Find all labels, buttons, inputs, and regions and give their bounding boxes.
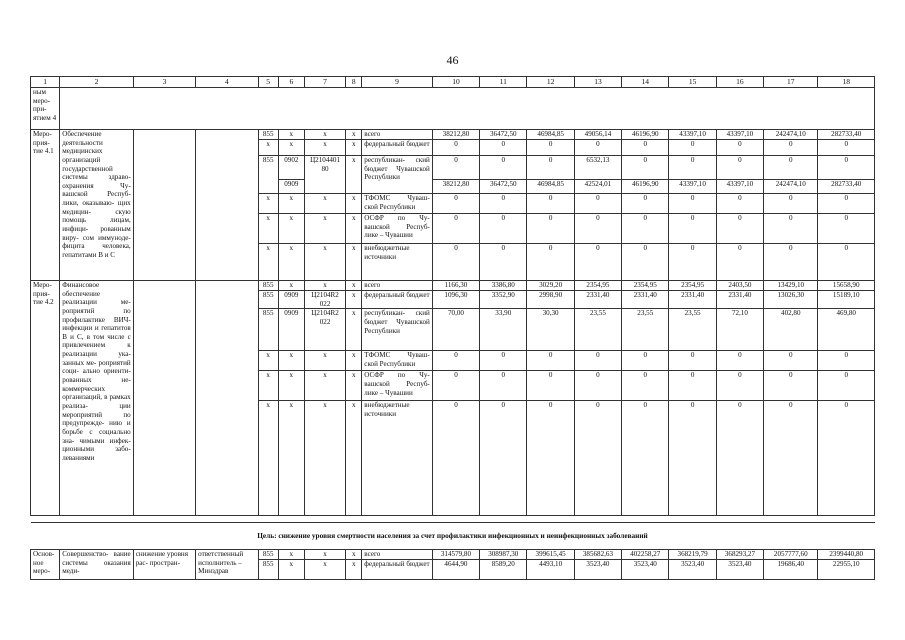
event-desc-cell: Совершенство- вание системы оказания меди-	[60, 550, 134, 580]
expense-type-cell: x	[346, 140, 362, 156]
amount-cell: 0	[716, 156, 763, 180]
amount-cell: 0	[669, 371, 716, 401]
target-article-cell: x	[304, 130, 345, 140]
section-code-cell: x	[278, 194, 304, 214]
amount-cell: 0	[480, 371, 527, 401]
expense-type-cell: x	[346, 281, 362, 291]
column-number-cell: 11	[480, 77, 527, 88]
amount-cell: 43397,10	[669, 130, 716, 140]
amount-cell: 0	[527, 140, 574, 156]
funding-source-cell: ТФОМС Чуваш- ской Республики	[362, 194, 433, 214]
amount-cell: 2057777,60	[764, 550, 818, 560]
amount-cell: 0	[432, 156, 479, 180]
column-number-cell: 18	[818, 77, 875, 88]
amount-cell: 0	[818, 156, 875, 180]
amount-cell: 368293,27	[716, 550, 763, 560]
target-article-cell: x	[304, 550, 345, 560]
amount-cell: 46196,90	[622, 180, 669, 194]
amount-cell: 399615,45	[527, 550, 574, 560]
amount-cell: 469,80	[818, 309, 875, 351]
amount-cell: 0	[480, 214, 527, 244]
amount-cell: 0	[716, 371, 763, 401]
target-indicator-cell	[133, 130, 195, 281]
amount-cell: 2331,40	[622, 291, 669, 309]
section-code-cell: x	[278, 550, 304, 560]
amount-cell: 0	[480, 401, 527, 516]
amount-cell: 0	[574, 371, 621, 401]
target-article-cell: x	[304, 351, 345, 371]
amount-cell: 46984,85	[527, 180, 574, 194]
amount-cell: 0	[818, 194, 875, 214]
amount-cell: 0	[574, 140, 621, 156]
section-code-cell: x	[278, 281, 304, 291]
amount-cell: 242474,10	[764, 130, 818, 140]
amount-cell: 0	[480, 194, 527, 214]
expense-type-cell: x	[346, 550, 362, 560]
amount-cell: 2354,95	[669, 281, 716, 291]
amount-cell: 368219,79	[669, 550, 716, 560]
column-number-row	[31, 77, 875, 88]
amount-cell: 30,30	[527, 309, 574, 351]
amount-cell: 402,80	[764, 309, 818, 351]
amount-cell: 0	[669, 140, 716, 156]
amount-cell: 0	[574, 214, 621, 244]
amount-cell: 0	[818, 401, 875, 516]
column-number-cell: 9	[362, 77, 433, 88]
amount-cell: 2403,50	[716, 281, 763, 291]
event-desc-cell	[60, 88, 875, 130]
amount-cell: 22955,10	[818, 560, 875, 580]
amount-cell: 46984,85	[527, 130, 574, 140]
target-article-cell: Ц2104R2 022	[304, 291, 345, 309]
amount-cell: 0	[527, 244, 574, 281]
amount-cell: 1096,30	[432, 291, 479, 309]
amount-cell: 0	[622, 371, 669, 401]
column-number-cell: 3	[133, 77, 195, 88]
amount-cell: 0	[432, 194, 479, 214]
amount-cell: 282733,40	[818, 180, 875, 194]
target-article-cell: Ц2104R2 022	[304, 309, 345, 351]
amount-cell: 43397,10	[669, 180, 716, 194]
amount-cell: 3523,40	[622, 560, 669, 580]
amount-cell: 308987,30	[480, 550, 527, 560]
event-label-cell: Основ- ное меро-	[31, 550, 60, 580]
amount-cell: 0	[480, 156, 527, 180]
section-code-cell: x	[278, 401, 304, 516]
amount-cell: 0	[527, 214, 574, 244]
amount-cell: 0	[669, 156, 716, 180]
funding-source-cell: республикан- ский бюджет Чувашской Республики	[362, 309, 433, 351]
amount-cell: 0	[818, 351, 875, 371]
amount-cell: 3029,20	[527, 281, 574, 291]
funding-source-cell: республикан- ский бюджет Чувашской Республики	[362, 156, 433, 194]
amount-cell: 0	[716, 194, 763, 214]
amount-cell: 0	[716, 351, 763, 371]
grbs-code-cell: x	[258, 401, 278, 516]
expense-type-cell: x	[346, 244, 362, 281]
grbs-code-cell: 855	[258, 156, 278, 194]
table-body	[31, 77, 875, 580]
amount-cell: 0	[574, 244, 621, 281]
grbs-code-cell: x	[258, 244, 278, 281]
amount-cell: 0	[527, 401, 574, 516]
amount-cell: 4493,10	[527, 560, 574, 580]
amount-cell: 49056,14	[574, 130, 621, 140]
amount-cell: 0	[622, 244, 669, 281]
expense-type-cell: x	[346, 401, 362, 516]
amount-cell: 242474,10	[764, 180, 818, 194]
amount-cell: 0	[432, 140, 479, 156]
funding-source-cell: федеральный бюджет	[362, 140, 433, 156]
amount-cell: 13026,30	[764, 291, 818, 309]
event-label-cell: Меро- прия- тие 4.2	[31, 281, 60, 516]
amount-cell: 0	[764, 156, 818, 180]
amount-cell: 0	[622, 214, 669, 244]
amount-cell: 0	[764, 194, 818, 214]
column-number-cell: 7	[304, 77, 345, 88]
expense-type-cell: x	[346, 214, 362, 244]
target-article-cell: x	[304, 194, 345, 214]
amount-cell: 0	[527, 351, 574, 371]
column-number-cell: 4	[196, 77, 258, 88]
column-number-cell: 15	[669, 77, 716, 88]
section-code-cell: x	[278, 351, 304, 371]
amount-cell: 23,55	[669, 309, 716, 351]
target-indicator-cell	[133, 281, 195, 516]
event-4-2-row	[31, 281, 875, 291]
amount-cell: 42524,01	[574, 180, 621, 194]
event-label-cell: ным меро- при- ятием 4	[31, 88, 60, 130]
amount-cell: 46196,90	[622, 130, 669, 140]
amount-cell: 0	[764, 351, 818, 371]
section-code-cell: 0909	[278, 180, 304, 194]
amount-cell: 0	[669, 214, 716, 244]
section-code-cell: x	[278, 244, 304, 281]
amount-cell: 15658,90	[818, 281, 875, 291]
amount-cell: 15189,10	[818, 291, 875, 309]
amount-cell: 3523,40	[716, 560, 763, 580]
grbs-code-cell: x	[258, 371, 278, 401]
amount-cell: 0	[818, 214, 875, 244]
column-number-cell: 14	[622, 77, 669, 88]
amount-cell: 8589,20	[480, 560, 527, 580]
expense-type-cell: x	[346, 130, 362, 140]
column-number-cell: 13	[574, 77, 621, 88]
amount-cell: 0	[622, 140, 669, 156]
goal-text: Цель: снижение уровня смертности населения за счет профилактики инфекционных и неинфекционных заболеваний	[31, 523, 875, 550]
amount-cell: 0	[716, 244, 763, 281]
event-desc-cell: Финансовое обеспечение реализации ме- роприятий по профилактике ВИЧ-инфекции и гепатитов B и C, в том числе с привлечением к реализации ука- занных ме- роприятий соци- ально ориенти- рованных не- коммерческих организаций, в рамках реализа- ции мероприятий по предупрежде- нию и борьбе с социально зна- чимыми инфек- ционными забо- леваниями	[60, 281, 134, 516]
amount-cell: 0	[716, 214, 763, 244]
amount-cell: 3352,90	[480, 291, 527, 309]
event-desc-cell: Обеспечение деятельности медицинских организаций государственной системы здраво- охранения Чу- вашской Респуб- лики, оказываю- щих медицин- скую помощь лицам, инфици- рованным виру- сом иммуноде- фицита человека, гепатитами B и C	[60, 130, 134, 281]
amount-cell: 4644,90	[432, 560, 479, 580]
amount-cell: 2331,40	[574, 291, 621, 309]
funding-source-cell: всего	[362, 281, 433, 291]
amount-cell: 2399440,80	[818, 550, 875, 560]
amount-cell: 0	[818, 244, 875, 281]
amount-cell: 282733,40	[818, 130, 875, 140]
amount-cell: 0	[818, 140, 875, 156]
continuation-row	[31, 88, 875, 130]
section-code-cell: 0902	[278, 156, 304, 180]
amount-cell: 2354,95	[574, 281, 621, 291]
amount-cell: 0	[432, 371, 479, 401]
column-number-cell: 10	[432, 77, 479, 88]
amount-cell: 0	[432, 244, 479, 281]
target-article-cell: x	[304, 214, 345, 244]
amount-cell: 36472,50	[480, 130, 527, 140]
amount-cell: 3523,40	[669, 560, 716, 580]
amount-cell: 314579,80	[432, 550, 479, 560]
grbs-code-cell: x	[258, 194, 278, 214]
amount-cell: 385682,63	[574, 550, 621, 560]
section-code-cell: 0909	[278, 309, 304, 351]
amount-cell: 13429,10	[764, 281, 818, 291]
amount-cell: 19686,40	[764, 560, 818, 580]
column-number-cell: 5	[258, 77, 278, 88]
amount-cell: 0	[432, 401, 479, 516]
column-number-cell: 1	[31, 77, 60, 88]
grbs-code-cell: 855	[258, 309, 278, 351]
event-4-1-row	[31, 130, 875, 140]
column-number-cell: 17	[764, 77, 818, 88]
amount-cell: 0	[432, 214, 479, 244]
section-code-cell: x	[278, 560, 304, 580]
amount-cell: 0	[574, 194, 621, 214]
column-number-cell: 12	[527, 77, 574, 88]
target-article-cell: Ц2104401 80	[304, 156, 345, 194]
amount-cell: 0	[480, 244, 527, 281]
amount-cell: 38212,80	[432, 130, 479, 140]
section-code-cell: x	[278, 214, 304, 244]
budget-table	[30, 76, 875, 580]
funding-source-cell: ТФОМС Чуваш- ской Республики	[362, 351, 433, 371]
funding-source-cell: всего	[362, 550, 433, 560]
grbs-code-cell: x	[258, 140, 278, 156]
expense-type-cell: x	[346, 291, 362, 309]
amount-cell: 0	[716, 401, 763, 516]
target-article-cell: x	[304, 140, 345, 156]
column-number-cell: 16	[716, 77, 763, 88]
amount-cell: 36472,50	[480, 180, 527, 194]
section-code-cell: 0909	[278, 291, 304, 309]
target-article-cell: x	[304, 371, 345, 401]
expense-type-cell: x	[346, 156, 362, 194]
event-label-cell: Меро- прия- тие 4.1	[31, 130, 60, 281]
amount-cell: 0	[622, 351, 669, 371]
amount-cell: 2331,40	[716, 291, 763, 309]
amount-cell: 2331,40	[669, 291, 716, 309]
column-number-cell: 2	[60, 77, 134, 88]
executor-cell	[196, 281, 258, 516]
funding-source-cell: федеральный бюджет	[362, 560, 433, 580]
grbs-code-cell: x	[258, 351, 278, 371]
target-article-cell: x	[304, 560, 345, 580]
amount-cell: 3386,80	[480, 281, 527, 291]
amount-cell: 0	[527, 194, 574, 214]
amount-cell: 0	[527, 371, 574, 401]
amount-cell: 38212,80	[432, 180, 479, 194]
funding-source-cell: федеральный бюджет	[362, 291, 433, 309]
amount-cell: 0	[574, 401, 621, 516]
funding-source-cell: ОСФР по Чу- вашской Респуб- лике – Чувашии	[362, 371, 433, 401]
amount-cell: 0	[764, 214, 818, 244]
amount-cell: 0	[764, 244, 818, 281]
amount-cell: 0	[622, 156, 669, 180]
amount-cell: 0	[480, 351, 527, 371]
amount-cell: 0	[716, 140, 763, 156]
amount-cell: 72,10	[716, 309, 763, 351]
amount-cell: 0	[764, 140, 818, 156]
amount-cell: 43397,10	[716, 180, 763, 194]
amount-cell: 2998,90	[527, 291, 574, 309]
amount-cell: 0	[574, 351, 621, 371]
amount-cell: 402258,27	[622, 550, 669, 560]
amount-cell: 0	[818, 371, 875, 401]
amount-cell: 0	[669, 401, 716, 516]
amount-cell: 23,55	[622, 309, 669, 351]
grbs-code-cell: 855	[258, 560, 278, 580]
target-article-cell: x	[304, 244, 345, 281]
section-code-cell: x	[278, 140, 304, 156]
amount-cell: 3523,40	[574, 560, 621, 580]
funding-source-cell: ОСФР по Чу- вашской Респуб- лике – Чувашии	[362, 214, 433, 244]
amount-cell: 43397,10	[716, 130, 763, 140]
amount-cell: 1166,30	[432, 281, 479, 291]
goal-gap	[31, 516, 875, 523]
target-article-cell: x	[304, 401, 345, 516]
amount-cell: 0	[764, 401, 818, 516]
amount-cell: 0	[669, 244, 716, 281]
amount-cell: 70,00	[432, 309, 479, 351]
amount-cell: 33,90	[480, 309, 527, 351]
expense-type-cell: x	[346, 194, 362, 214]
amount-cell: 0	[764, 371, 818, 401]
funding-source-cell: внебюджетные источники	[362, 244, 433, 281]
executor-cell: ответственный исполнитель – Минздрав	[196, 550, 258, 580]
amount-cell: 0	[480, 140, 527, 156]
amount-cell: 23,55	[574, 309, 621, 351]
grbs-code-cell: 855	[258, 291, 278, 309]
expense-type-cell: x	[346, 371, 362, 401]
main-event-row	[31, 550, 875, 560]
amount-cell: 0	[669, 194, 716, 214]
funding-source-cell: внебюджетные источники	[362, 401, 433, 516]
target-indicator-cell: снижение уровня рас- простран-	[133, 550, 195, 580]
amount-cell: 0	[527, 156, 574, 180]
column-number-cell: 8	[346, 77, 362, 88]
grbs-code-cell: 855	[258, 281, 278, 291]
column-number-cell: 6	[278, 77, 304, 88]
grbs-code-cell: x	[258, 214, 278, 244]
amount-cell: 2354,95	[622, 281, 669, 291]
expense-type-cell: x	[346, 351, 362, 371]
amount-cell: 0	[432, 351, 479, 371]
grbs-code-cell: 855	[258, 130, 278, 140]
amount-cell: 6532,13	[574, 156, 621, 180]
funding-source-cell: всего	[362, 130, 433, 140]
amount-cell: 0	[669, 351, 716, 371]
expense-type-cell: x	[346, 309, 362, 351]
amount-cell: 0	[622, 194, 669, 214]
goal-gap-row	[31, 516, 875, 523]
grbs-code-cell: 855	[258, 550, 278, 560]
executor-cell	[196, 130, 258, 281]
page-number: 46	[446, 53, 459, 67]
goal-row	[31, 523, 875, 550]
section-code-cell: x	[278, 130, 304, 140]
section-code-cell: x	[278, 371, 304, 401]
expense-type-cell: x	[346, 560, 362, 580]
target-article-cell: x	[304, 281, 345, 291]
amount-cell: 0	[622, 401, 669, 516]
